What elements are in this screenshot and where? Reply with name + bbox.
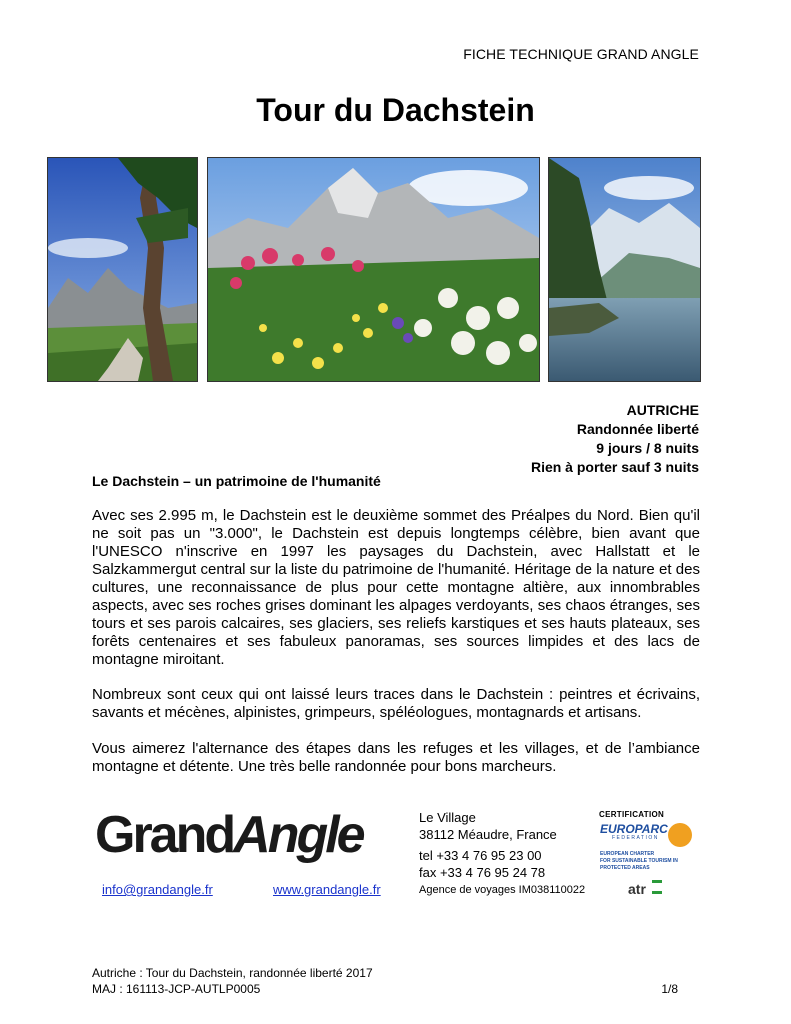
fax-number: fax +33 4 76 95 24 78 xyxy=(419,865,546,880)
trip-facts xyxy=(531,401,699,477)
pine-tree-image xyxy=(48,158,197,381)
page-number: 1/8 xyxy=(661,982,678,996)
fact-duration: 9 jours / 8 nuits xyxy=(596,440,699,456)
sun-icon xyxy=(668,823,692,847)
paragraph-visitors: Nombreux sont ceux qui ont laissé leurs traces dans le Dachstein : peintres et écrivains, savants et mécènes, alpinistes, grimpeurs, spéléologues, montagnards et artisans. xyxy=(92,686,700,721)
paragraph-intro: Avec ses 2.995 m, le Dachstein est le deuxième sommet des Préalpes du Nord. Bien qu'il ne soit pas un "3.000", le Dachstein est depuis longtemps célèbre, bien avant que l'UNESCO n'inscrive en 1997 les paysages du Dachstein, avec Hallstatt et le Salzkammergut central sur la liste du patrimoine de l'humanité. Héritage de la nature et des cultures, une reconnaissance de plus pour cette montagne altière, aux innombrables aspects, avec ses roches grises dominant les alpages verdoyants, ses chaos étranges, ses tours et ses parois calcaires, ses glaciers, ses reliefs karstiques et ses hauts plateaux, ses forêts centenaires et ses fabuleux panoramas, ses sources limpides et des lacs de montagne miroitant. xyxy=(92,507,700,668)
charter-line1: EUROPEAN CHARTER xyxy=(600,851,655,857)
mountain-lake-image xyxy=(549,158,700,381)
address-line1: Le Village xyxy=(419,810,476,825)
photo-mountain-flowers xyxy=(207,157,540,382)
europarc-federation: FEDERATION xyxy=(612,835,659,841)
atr-label: atr xyxy=(628,881,646,897)
website-link[interactable]: www.grandangle.fr xyxy=(273,882,381,897)
photo-pine-tree xyxy=(47,157,198,382)
atr-stripes-icon xyxy=(652,880,662,894)
address-line2: 38112 Méaudre, France xyxy=(419,827,557,842)
charter-line3: PROTECTED AREAS xyxy=(600,865,650,871)
fact-luggage: Rien à porter sauf 3 nuits xyxy=(530,459,699,475)
header-label: FICHE TECHNIQUE GRAND ANGLE xyxy=(463,46,699,62)
footer-title: Autriche : Tour du Dachstein, randonnée liberté 2017 xyxy=(92,966,373,980)
page-title: Tour du Dachstein xyxy=(256,92,535,128)
footer-reference: MAJ : 161113-JCP-AUTLP0005 xyxy=(92,982,261,996)
fact-country: AUTRICHE xyxy=(626,402,699,418)
atr-logo xyxy=(628,880,664,902)
section-title: Le Dachstein – un patrimoine de l'humanité xyxy=(92,473,381,489)
fact-type: Randonnée liberté xyxy=(576,421,699,437)
agency-license: Agence de voyages IM038110022 xyxy=(419,884,586,896)
europarc-name: EUROPARC xyxy=(600,822,668,836)
paragraph-conclusion: Vous aimerez l'alternance des étapes dans les refuges et les villages, et de l’ambiance montagne et détente. Une très belle randonnée pour bons marcheurs. xyxy=(92,740,700,775)
mountain-flowers-image xyxy=(208,158,539,381)
europarc-certification-logo xyxy=(600,822,696,874)
photo-mountain-lake xyxy=(548,157,701,382)
charter-line2: FOR SUSTAINABLE TOURISM IN xyxy=(600,858,678,864)
logo-part2: Angle xyxy=(233,806,363,864)
email-link[interactable]: info@grandangle.fr xyxy=(102,882,213,897)
phone-number: tel +33 4 76 95 23 00 xyxy=(419,848,542,863)
grand-angle-logo xyxy=(95,805,363,865)
logo-part1: Grand xyxy=(95,806,234,864)
certification-label: CERTIFICATION xyxy=(599,810,665,819)
